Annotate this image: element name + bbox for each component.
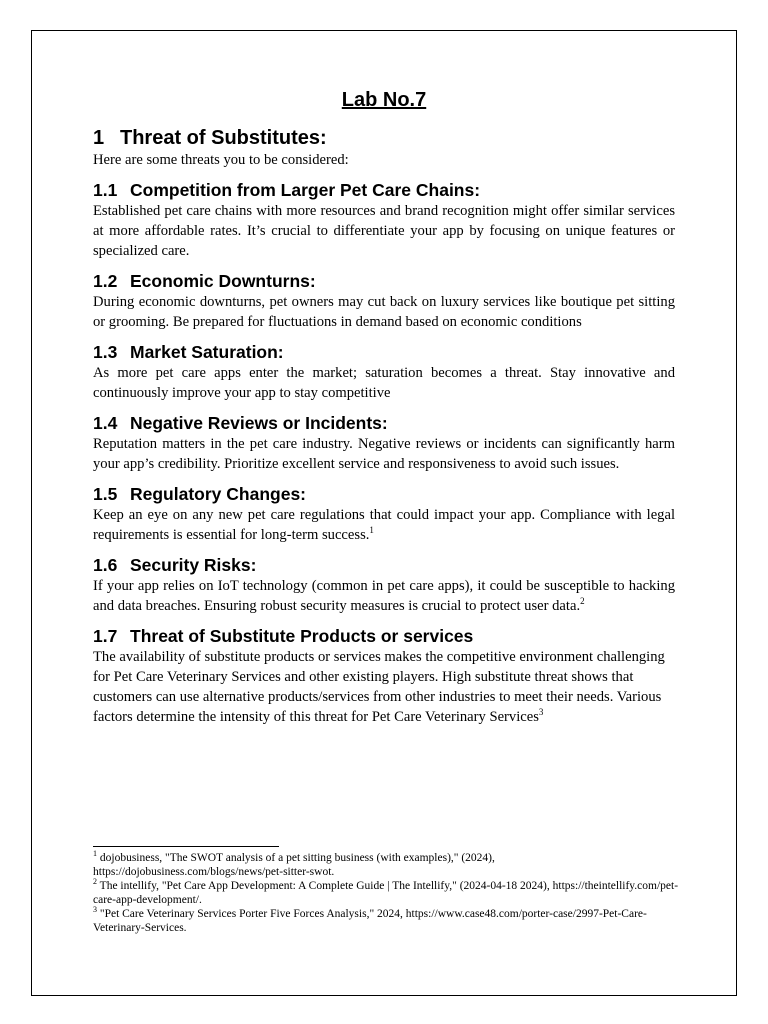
subsection-heading-1-7: 1.7 Threat of Substitute Products or services — [93, 626, 474, 646]
footnote-3: $^3$ "Pet Care Veterinary Services Porter Five Forces Analysis," 2024, https://www.case48.com/porter-case/2997-Pet-Care-Veterinary-Services. — [93, 905, 647, 934]
footnote-ref-3[interactable]: 3 — [538, 707, 544, 718]
subsection-text-1-4: Reputation matters in the pet care industry. Negative reviews or incidents can significantly harm your app’s credibility. Prioritize excellent service and responsiveness to avoid such issues. — [93, 436, 675, 472]
section-heading — [93, 126, 675, 150]
footnote-ref-2[interactable]: 2 — [580, 596, 585, 607]
subsection-text-1-5: Keep an eye on any new pet care regulations that could impact your app. Compliance with legal requirements is essential for long-term success.$^1$ — [93, 507, 675, 543]
subsection-heading-1-4: 1.4 Negative Reviews or Incidents: — [93, 413, 388, 433]
subsection-text-1-3: As more pet care apps enter the market; saturation becomes a threat. Stay innovative and continuously improve your app to stay competitive — [93, 365, 675, 401]
subsection-heading-1-1: 1.1 Competition from Larger Pet Care Chains: — [93, 180, 481, 200]
subsection-heading-1-6: 1.6 Security Risks: — [93, 555, 257, 575]
subsection-text-1-2: During economic downturns, pet owners may cut back on luxury services like boutique pet sitting or grooming. Be prepared for fluctuations in demand based on economic conditions — [93, 294, 675, 330]
section-intro: Here are some threats you to be considered: — [93, 152, 349, 168]
document-body — [93, 86, 675, 727]
footnotes — [93, 846, 683, 935]
footnote-1: $^1$ dojobusiness, "The SWOT analysis of a pet sitting business (with examples)," (2024), https://dojobusiness.com/blogs/news/pet-sitter-swot. — [93, 849, 495, 878]
section-title: Threat of Substitutes: — [120, 127, 327, 149]
footnote-ref-1[interactable]: 1 — [369, 525, 374, 536]
subsection-text-1-7: The availability of substitute products or services makes the competitive environment challenging for Pet Care Veterinary Services and other existing players. High substitute threat shows that customers can use alternative products/services from other industries to meet their needs. Various factors determine the intensity of this threat for Pet Care Veterinary Services$^3$ — [93, 649, 665, 725]
subsection-text-1-1: Established pet care chains with more resources and brand recognition might offer similar services at more affordable rates. It’s crucial to differentiate your app by focusing on unique features or specialized care. — [93, 203, 675, 259]
subsection-text-1-6: If your app relies on IoT technology (common in pet care apps), it could be susceptible to hacking and data breaches. Ensuring robust security measures is crucial to protect user data.$^2$ — [93, 578, 675, 614]
subsection-heading-1-3: 1.3 Market Saturation: — [93, 342, 284, 362]
document-title: Lab No.7 — [341, 89, 427, 111]
footnote-separator — [93, 846, 279, 847]
subsection-heading-1-5: 1.5 Regulatory Changes: — [93, 484, 306, 504]
footnote-2: $^2$ The intellify, "Pet Care App Development: A Complete Guide | The Intellify," (2024-04-18 2024), https://theintellify.com/pet-care-app-development/. — [93, 877, 679, 906]
subsection-heading-1-2: 1.2 Economic Downturns: — [93, 271, 316, 291]
section-number: 1 — [93, 127, 105, 149]
